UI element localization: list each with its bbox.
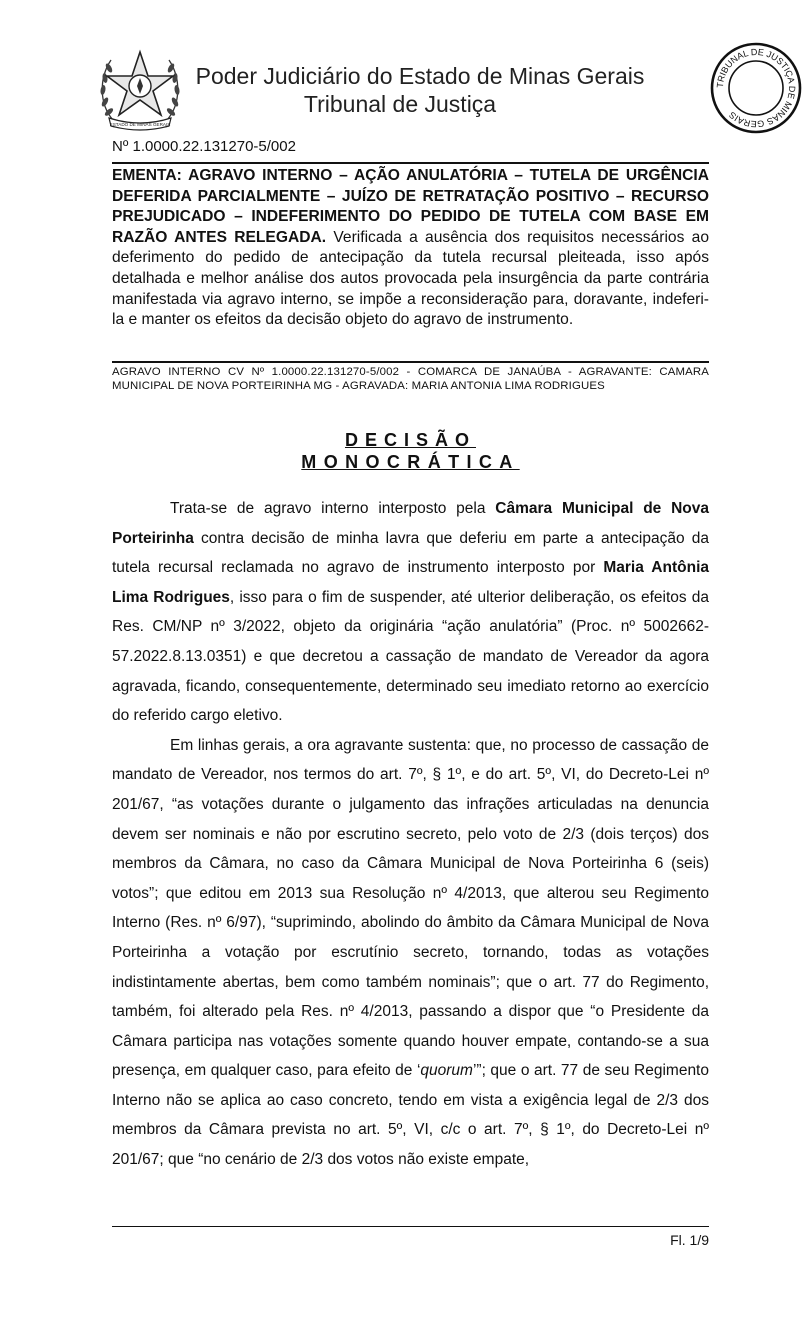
- svg-text:TRIBUNAL DE JUSTIÇA DE MINAS G: TRIBUNAL DE JUSTIÇA DE MINAS GERAIS: [714, 46, 798, 130]
- agravante-name: Câmara Municipal de Nova Porteirinha: [112, 500, 709, 547]
- paragraph-2: Em linhas gerais, a ora agravante sustenta: que, no processo de cassação de mandato de Vereador, nos termos do art. 7º, § 1º, e do art. 5º, VI, do Decreto-Lei nº 201/67, “as votações durante o julgamento das infrações articuladas na denuncia devem ser nominais e não por escrutino secreto, pelo voto de 2/3 (dois terços) dos membros da Câmara, no caso da Câmara Municipal de Nova Porteirinha 6 (seis) votos”; que editou em 2013 sua Resolução nº 4/2013, que alterou seu Regimento Interno (Res. nº 6/97), “suprimindo, abolindo do âmbito da Câmara Municipal de Nova Porteirinha a votação por escrutínio secreto, tornando, todas as votações indistintamente abertas, bem como também nominais”; que o art. 77 do Regimento, também, foi alterado pela Res. nº 4/2013, passando a dispor que “o Presidente da Câmara participa nas votações somente quando houver empate, contando-se a sua presença, em qualquer caso, para efeito de ‘quorum’”; que o art. 77 de seu Regimento Interno não se aplica ao caso concreto, tendo em vista a exigência legal de 2/3 dos membros da Câmara prevista no art. 5º, VI, c/c o art. 7º, § 1º, do Decreto-Lei nº 201/67; que “no cenário de 2/3 dos votos não existe empate,: [112, 736, 709, 1169]
- court-title: Poder Judiciário do Estado de Minas Gerais: [195, 63, 645, 89]
- svg-text:ESTADO DE MINAS GERAIS: ESTADO DE MINAS GERAIS: [109, 122, 171, 127]
- process-number: Nº 1.0000.22.131270-5/002: [112, 138, 296, 155]
- tribunal-title: Tribunal de Justiça: [303, 91, 497, 117]
- page-number: Fl. 1/9: [670, 1232, 709, 1248]
- coat-of-arms-logo: [95, 42, 185, 134]
- caption-divider: [112, 361, 709, 363]
- ementa-text: Verificada a ausência dos requisitos necessários ao deferimento do pedido de antecipação da tutela recursal pleiteada, isso após detalhada e melhor análise dos autos provocada pela insurgência da parte contrária manifestada via agravo interno, se impõe a reconsideração para, doravante, indeferi-la e manter os efeitos da decisão objeto do agravo de instrumento.: [112, 228, 709, 329]
- top-divider: [112, 162, 709, 164]
- agravada-name: Maria Antônia Lima Rodrigues: [112, 559, 709, 606]
- case-caption: AGRAVO INTERNO CV Nº 1.0000.22.131270-5/002 - COMARCA DE JANAÚBA - AGRAVANTE: CAMARA MUNICIPAL DE NOVA PORTEIRINHA MG - AGRAVADA: MARIA ANTONIA LIMA RODRIGUES: [112, 366, 709, 392]
- quorum-term: quorum: [420, 1062, 473, 1080]
- decision-heading-line1: DECISÃO: [344, 430, 476, 450]
- tribunal-seal-logo: [710, 42, 802, 134]
- footer-divider: [112, 1226, 709, 1227]
- decision-heading-line2: MONOCRÁTICA: [301, 452, 520, 472]
- decision-body: [112, 494, 709, 1175]
- paragraph-1: Trata-se de agravo interno interposto pela Câmara Municipal de Nova Porteirinha contra decisão de minha lavra que deferiu em parte a antecipação da tutela recursal reclamada no agravo de instrumento interposto por Maria Antônia Lima Rodrigues, isso para o fim de suspender, até ulterior deliberação, os efeitos da Res. CM/NP nº 3/2022, objeto da originária “ação anulatória” (Proc. nº 5002662-57.2022.8.13.0351) e que decretou a cassação de mandato de Vereador da agora agravada, ficando, consequentemente, determinado seu imediato retorno ao exercício do referido cargo eletivo.: [112, 500, 709, 725]
- ementa-heading: EMENTA: AGRAVO INTERNO – AÇÃO ANULATÓRIA – TUTELA DE URGÊNCIA DEFERIDA PARCIALMENTE – JUÍZO DE RETRATAÇÃO POSITIVO – RECURSO PREJUDICADO – INDEFERIMENTO DO PEDIDO DE TUTELA COM BASE EM RAZÃO ANTES RELEGADA.: [112, 167, 709, 246]
- ementa: [112, 166, 709, 331]
